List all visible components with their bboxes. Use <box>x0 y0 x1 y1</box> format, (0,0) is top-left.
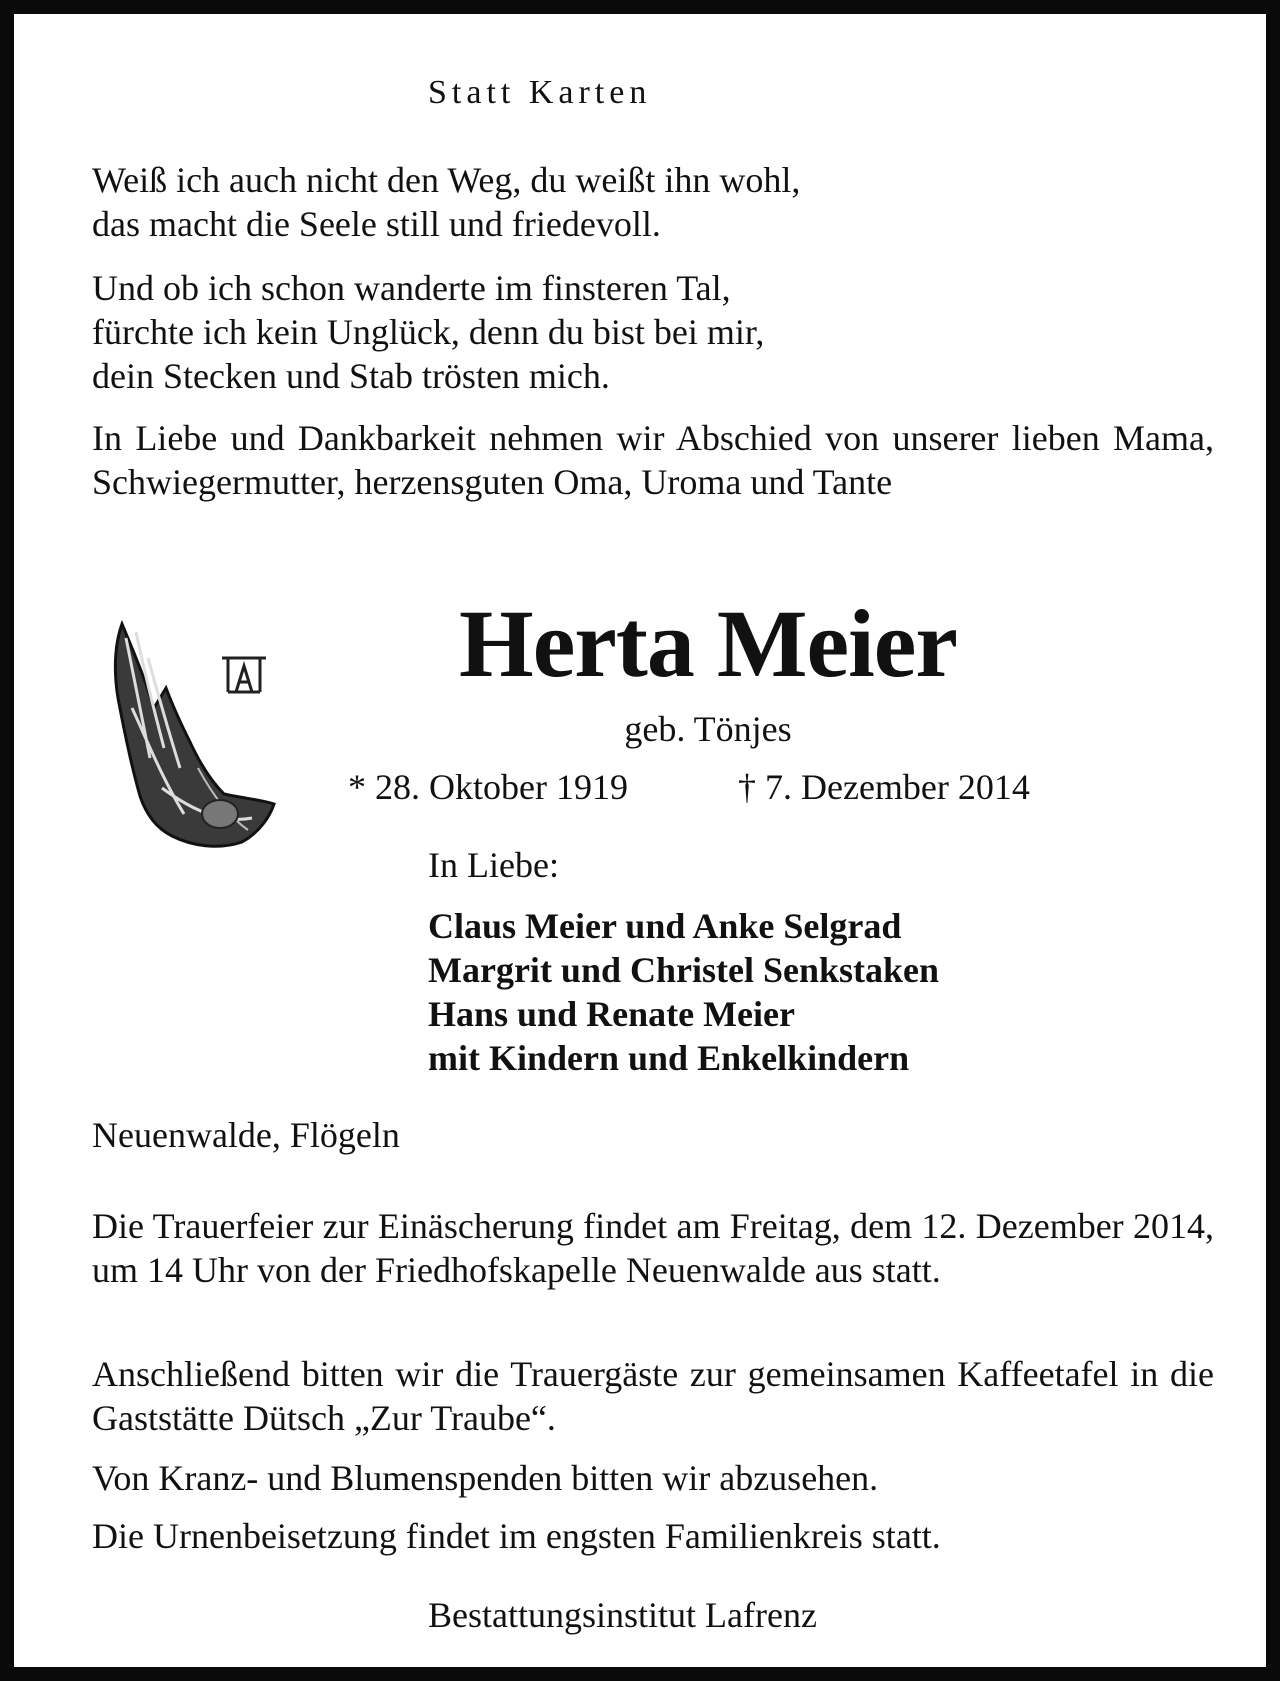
mourners-list <box>428 904 939 1080</box>
header-statt-karten: Statt Karten <box>428 74 652 111</box>
verse-1 <box>92 158 1214 246</box>
maiden-name: geb. Tönjes <box>624 709 792 749</box>
intro-text: In Liebe und Dankbarkeit nehmen wir Abschied von unserer lieben Mama, Schwiegermutter, herzensguten Oma, Uroma und Tante <box>92 418 1214 502</box>
verse-2-line-1: Und ob ich schon wanderte im finsteren Tal, <box>92 268 731 308</box>
mourner-line: Hans und Renate Meier <box>428 994 795 1034</box>
funeral-info: Die Trauerfeier zur Einäscherung findet am Freitag, dem 12. Dezember 2014, um 14 Uhr von der Friedhofskapelle Neuenwalde aus statt. <box>92 1206 1214 1290</box>
place-names: Neuenwalde, Flögeln <box>92 1115 400 1155</box>
verse-2-line-3: dein Stecken und Stab trösten mich. <box>92 356 610 396</box>
reception-info: Anschließend bitten wir die Trauergäste zur gemeinsamen Kaffeetafel in die Gaststätte Dütsch „Zur Traube“. <box>92 1354 1214 1438</box>
in-love-label: In Liebe: <box>428 845 559 885</box>
burial-note: Die Urnenbeisetzung findet im engsten Familienkreis statt. <box>92 1516 941 1556</box>
undertaker-name: Bestattungsinstitut Lafrenz <box>428 1595 817 1635</box>
verse-1-line-2: das macht die Seele still und friedevoll. <box>92 204 661 244</box>
death-date: † 7. Dezember 2014 <box>738 767 1030 807</box>
verse-2 <box>92 266 1214 398</box>
flowers-note: Von Kranz- und Blumenspenden bitten wir abzusehen. <box>92 1458 879 1498</box>
mourner-line: mit Kindern und Enkelkindern <box>428 1038 910 1078</box>
deceased-name: Herta Meier <box>459 590 957 697</box>
mourner-line: Claus Meier und Anke Selgrad <box>428 906 902 946</box>
mourner-line: Margrit und Christel Senkstaken <box>428 950 940 990</box>
verse-2-line-2: fürchte ich kein Unglück, denn du bist bei mir, <box>92 312 765 352</box>
birth-date: * 28. Oktober 1919 <box>348 767 628 807</box>
verse-1-line-1: Weiß ich auch nicht den Weg, du weißt ihn wohl, <box>92 160 801 200</box>
